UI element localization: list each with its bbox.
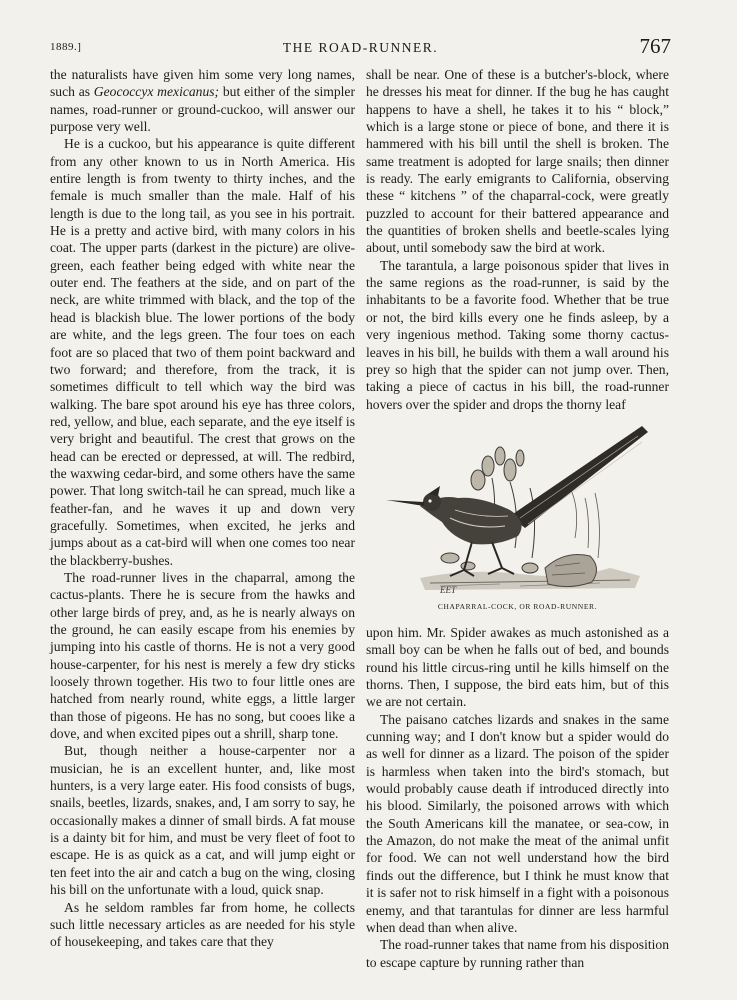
left-column [50, 66, 355, 951]
paragraph: shall be near. One of these is a butcher's-block, where he dresses his meat for dinner. If the bug he has caught happens to have a shell, he takes it to his “ block,” which is a large stone or piece of bone, and there it is hammered with his bill until the shell is broken. The same treatment is adopted for large snails; then dinner is ready. The early emigrants to California, observing these “ kitchens ” of the chaparral-cock, were greatly puzzled to account for their battered appearance and the quantities of broken shells and beetle-scales lying about, until somebody saw the bird at work. [366, 67, 669, 256]
paragraph: But, though neither a house-carpenter nor a musician, he is an excellent hunter, and, like most hunters, is a very large eater. His food consists of bugs, snails, beetles, lizards, snakes, and, I am sorry to say, he occasionally makes a dinner of small birds. A fat mouse is a dainty bit for him, and must be very fleet of foot to escape. He is as quick as a cat, and will jump eight or ten feet into the air and catch a bug on the wing, closing his bill on the unfortunate with a loud, quick snap. [50, 743, 355, 898]
paragraph-text: the naturalists have given him some very long names, such as [50, 67, 355, 100]
road-runner-engraving [380, 418, 655, 598]
paragraph-text: but either of the simpler names, road-runner or ground-cuckoo, will answer our purpose very well. [50, 84, 355, 135]
page-number: 767 [639, 34, 671, 58]
running-head [50, 34, 671, 58]
paragraph: As he seldom rambles far from home, he collects such little necessary articles as are needed for his style of housekeeping, and takes care that they [50, 899, 355, 950]
paragraph: The tarantula, a large poisonous spider that lives in the same regions as the road-runner, is said by the inhabitants to be a favorite food. Whether that be true or not, the bird kills every one he finds asleep, by a very ingenious method. Taking some thorny cactus-leaves in his bill, he builds with them a wall around his prey so high that the spider can not jump over. Then, taking a piece of cactus in his bill, the road-runner hovers over the spider and drops the thorny leaf [366, 257, 669, 412]
paragraph: He is a cuckoo, but his appearance is quite different from any other known to us in North America. His entire length is from twenty to thirty inches, and the female is much smaller than the male. Half of his length is due to the long tail, as you see in his portrait. He is a pretty and active bird, with many colors in his coat. The upper parts (darkest in the picture) are olive-green, each feather being edged with white near the outer end. The feathers at the side, and on part of the neck, are white trimmed with black, and the top of the head is blackish blue. The lower portions of the body are white, and the legs green. The four toes on each foot are so placed that two of them point backward and two forward; and therefore, from the track, it is sometimes difficult to tell which way the bird was walking. The bare spot around his eye has three colors, red, yellow, and blue, each separate, and the eye itself is very bright and beautiful. The crest that grows on the head can be erected or depressed, at will. The redbird, the waxwing cedar-bird, and some others have the same power. That long switch-tail he can spread, much like a feather-fan, and he waves it up and down very gracefully. Sometimes, when excited, he jerks and jumps about as a cat-bird will when one comes too near the blackberry-bushes. [50, 136, 355, 568]
bird-head [423, 493, 441, 511]
paragraph [50, 66, 355, 135]
road-runner-illustration [380, 418, 655, 613]
header-title: THE ROAD-RUNNER. [282, 40, 439, 55]
paragraph: upon him. Mr. Spider awakes as much astonished as a small boy can be when he falls out of bed, and bounds round his little circus-ring until he kills himself on the thorns. Then, I suppose, the bird eats him, but of this we are not certain. [366, 625, 669, 710]
stone-block [545, 555, 597, 587]
figure-caption: CHAPARRAL-COCK, OR ROAD-RUNNER. [437, 602, 598, 611]
right-column-top [366, 66, 669, 413]
right-column-bottom [366, 624, 669, 971]
paragraph: The paisano catches lizards and snakes in the same cunning way; and I don't know but a spider would do as well for dinner as a lizard. The poison of the spider is harmless when taken into the bird's stomach, but would probably cause death if introduced directly into his blood. Similarly, the poisoned arrows with which the South Americans kill the manatee, or sea-cow, in the Amazon, do not make the meat of the animal unfit for food. We can not well understand how the bird finds out the difference, but I think he must know that it is safer not to risk himself in a fight with a poisonous enemy, and that tarantulas for dinner are less harmful when dead than when alive. [366, 711, 669, 935]
bird-legs [450, 542, 514, 576]
engraver-signature: EET [440, 585, 457, 595]
bird-beak [386, 500, 424, 506]
header-year: 1889.] [50, 41, 82, 53]
paragraph: The road-runner takes that name from his disposition to escape capture by running rather than [366, 937, 669, 970]
paragraph: The road-runner lives in the chaparral, among the cactus-plants. There he is secure from the hawks and other large birds of prey, and, as he is nearly always on the ground, he can easily escape from his enemies by jumping into his castle of thorns. He is not a very good house-carpenter, for his nest is merely a few dry sticks loosely thrown together. His two to four little ones are hatched from nearly round, white eggs, a little larger than those of pigeons. He has no song, but cooes like a dove, and when excited pipes out a shrill, sharp tone. [50, 569, 355, 742]
species-name: Geococcyx mexicanus; [93, 84, 220, 100]
